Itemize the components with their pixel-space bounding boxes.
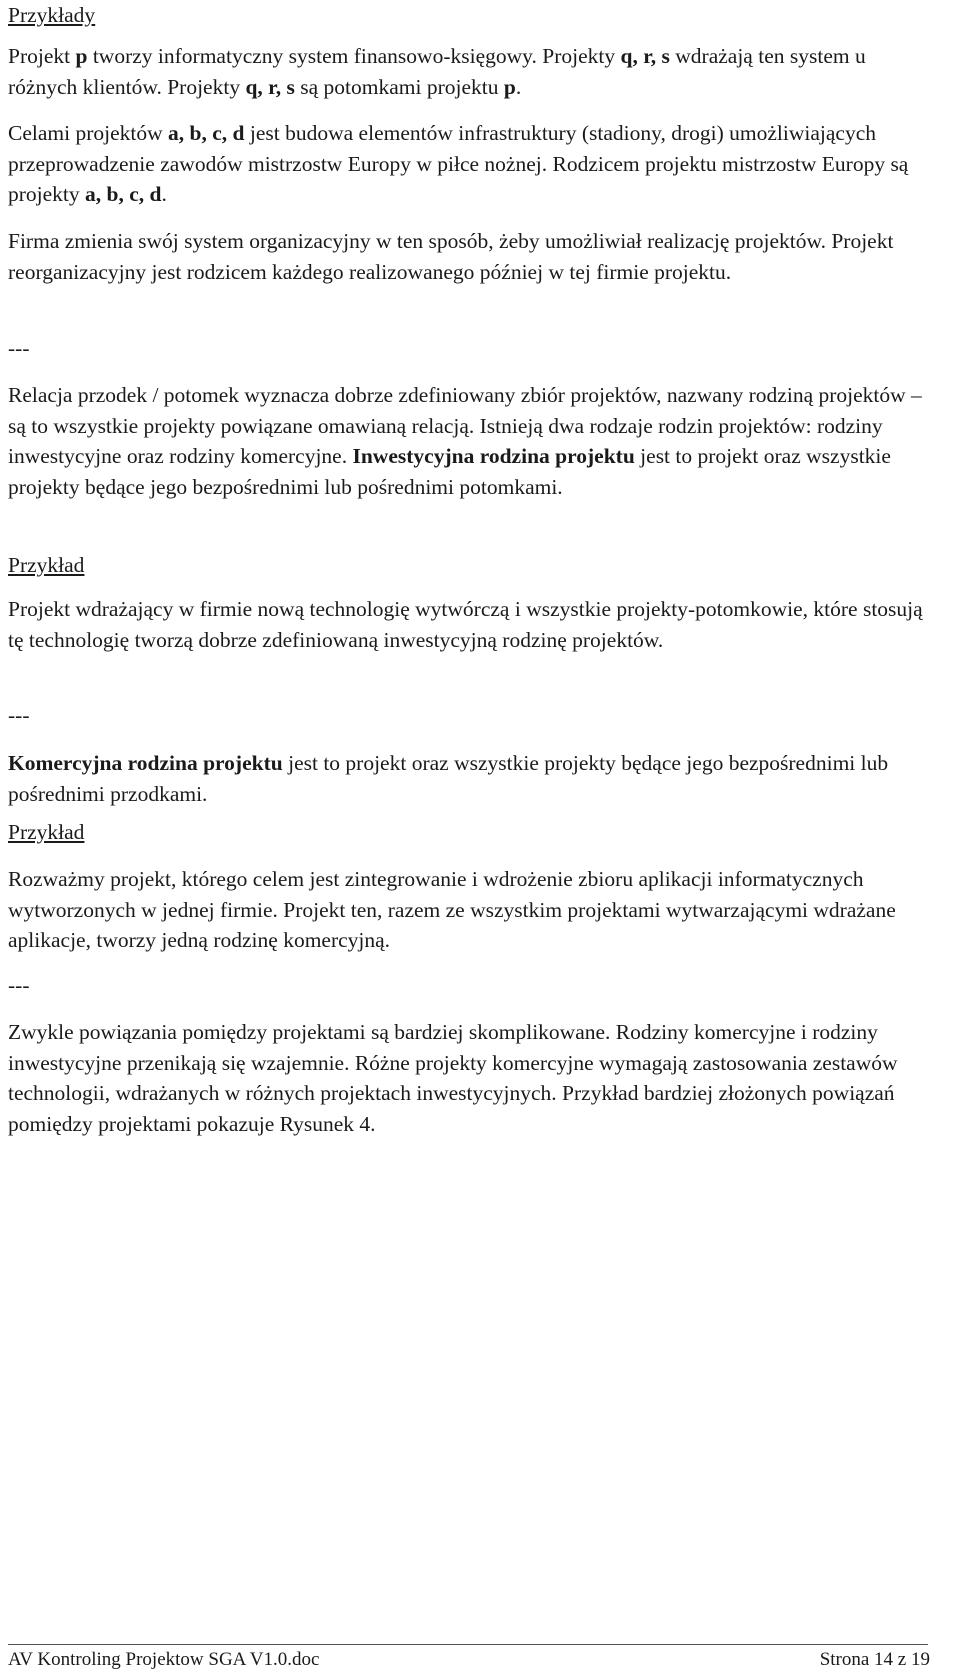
paragraph-complex-relations: Zwykle powiązania pomiędzy projektami są bardziej skomplikowane. Rodziny komercyjne i rodziny inwestycyjne przenikają się wzajemnie. Różne projekty komercyjne wymagają zastosowania zestawów technologii, wdrażanych w różnych projektach inwestycyjnych. Przykład bardziej złożonych powiązań pomiędzy projektami pokazuje Rysunek 4. bbox=[8, 1020, 898, 1136]
paragraph-investment-example: Projekt wdrażający w firmie nową technologię wytwórczą i wszystkie projekty-potomkowie, które stosują tę technologię tworzą dobrze zdefiniowaną inwestycyjną rodzinę projektów. bbox=[8, 597, 923, 652]
separator: --- bbox=[8, 973, 30, 997]
example-heading: Przykład bbox=[8, 553, 85, 577]
examples-heading: Przykłady bbox=[8, 3, 96, 27]
paragraph-commercial-family bbox=[8, 748, 928, 809]
bold-text: p bbox=[75, 44, 88, 68]
paragraph-example-abcd bbox=[8, 118, 928, 210]
example-heading: Przykład bbox=[8, 820, 85, 844]
text: . bbox=[515, 74, 522, 99]
text: jest budowa elementów infrastruktury (stadiony, drogi) umożliwiających przeprowadzenie zawodów mistrzostw Europy w piłce nożnej. Rodzicem projektu mistrzostw Europy są projekty bbox=[8, 121, 909, 206]
term-commercial-family: Komercyjna rodzina projektu bbox=[8, 751, 283, 775]
paragraph-reorganization: Firma zmienia swój system organizacyjny w ten sposób, żeby umożliwiał realizację projektów. Projekt reorganizacyjny jest rodzicem każdego realizowanego później w tej firmie projektu. bbox=[8, 229, 894, 284]
term-investment-family: Inwestycyjna rodzina projektu bbox=[352, 444, 635, 468]
text: Relacja przodek / potomek wyznacza dobrze zdefiniowany zbiór projektów, nazwany rodziną projektów – są to wszystkie projekty powiązane omawianą relacją. Istnieją dwa rodzaje rodzin projektów: rodziny inwestycyjne oraz rodziny komercyjne. bbox=[8, 383, 922, 468]
text: . bbox=[161, 182, 167, 206]
separator: --- bbox=[8, 336, 30, 360]
text: jest to projekt oraz wszystkie projekty będące jego bezpośrednimi lub pośrednimi przodkami. bbox=[8, 751, 889, 806]
bold-text: a, b, c, d bbox=[85, 182, 162, 206]
text: wdrażają ten system u różnych klientów. Projekty bbox=[8, 44, 866, 99]
separator: --- bbox=[8, 703, 30, 727]
paragraph-family-definition bbox=[8, 380, 928, 502]
text: są potomkami projektu bbox=[294, 74, 504, 99]
text: tworzy informatyczny system finansowo-księgowy. Projekty bbox=[87, 44, 621, 68]
footer-filename: AV Kontroling Projektow SGA V1.0.doc bbox=[8, 1649, 320, 1670]
bold-text: a, b, c, d bbox=[168, 121, 245, 145]
bold-text: q, r, s bbox=[620, 44, 670, 68]
paragraph-commercial-example: Rozważmy projekt, którego celem jest zintegrowanie i wdrożenie zbioru aplikacji informatycznych wytworzonych w jednej firmie. Projekt ten, razem ze wszystkim projektami wytwarzającymi wdrażane aplikacje, tworzy jedną rodzinę komercyjną. bbox=[8, 867, 896, 952]
footer-page-number: Strona 14 z 19 bbox=[819, 1649, 930, 1670]
paragraph-example-p bbox=[8, 41, 928, 102]
text: Celami projektów bbox=[8, 121, 169, 145]
page-footer bbox=[8, 1644, 928, 1669]
text: jest to projekt oraz wszystkie projekty będące jego bezpośrednimi lub pośrednimi potomkami. bbox=[8, 444, 891, 499]
bold-text: q, r, s bbox=[245, 74, 295, 99]
text: Projekt bbox=[8, 44, 76, 68]
bold-text: p bbox=[503, 74, 516, 99]
